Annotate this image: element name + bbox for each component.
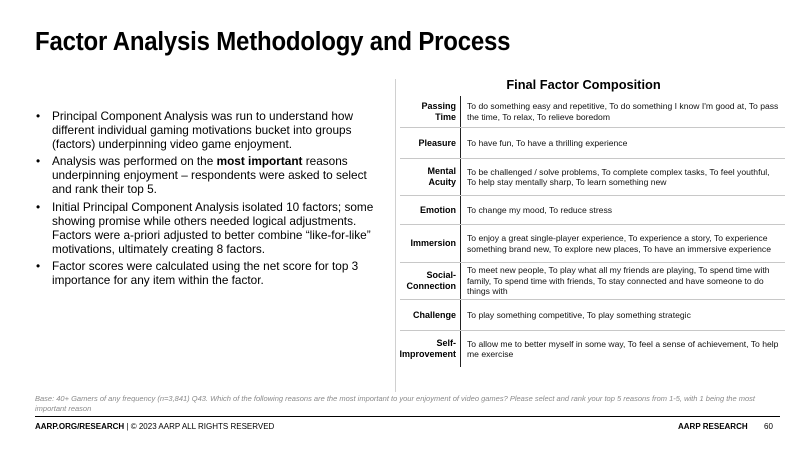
bullet-item: • Initial Principal Component Analysis isolated 10 factors; some showing promise while others needed logical adjustments. Factors were a-priori adjusted to better combine “like-for-like” motivations, ultimately creating 8 factors. [36, 200, 376, 256]
factor-label: Self-Improvement [399, 338, 456, 359]
factor-description: To have fun, To have a thrilling experience [460, 128, 785, 158]
table-row [400, 196, 785, 225]
table-row [400, 96, 785, 128]
factor-label: Challenge [412, 309, 456, 320]
table-row [400, 225, 785, 263]
page-title: Factor Analysis Methodology and Process [35, 28, 511, 56]
factor-table [400, 96, 785, 367]
factor-description: To change my mood, To reduce stress [460, 196, 785, 224]
factor-description: To do something easy and repetitive, To do something I know I'm good at, To pass the time, To relax, To relieve boredom [460, 96, 785, 127]
factor-description: To meet new people, To play what all my friends are playing, To spend time with family, To spend time with friends, To stay connected and have someone to do things with [460, 263, 785, 299]
bullet-item: • Principal Component Analysis was run to understand how different individual gaming motivations bucket into groups (factors) underpinning video game enjoyment. [36, 109, 376, 151]
factor-label: Emotion [420, 204, 456, 215]
factor-label: Mental Acuity [427, 166, 456, 187]
column-divider [395, 79, 396, 392]
factor-description: To allow me to better myself in some way, To feel a sense of achievement, To help me exercise [460, 331, 785, 367]
table-title: Final Factor Composition [506, 77, 661, 92]
bullet-item: • Analysis was performed on the most important reasons underpinning enjoyment – respondents were asked to select and rank their top 5. [36, 154, 376, 196]
footer-brand: AARP RESEARCH [678, 422, 748, 431]
footer-site: AARP.ORG/RESEARCH [35, 422, 125, 431]
factor-label: Immersion [410, 238, 456, 248]
table-row [400, 331, 785, 367]
page-number: 60 [764, 422, 773, 431]
base-note: Base: 40+ Gamers of any frequency (n=3,841) Q43. Which of the following reasons are the most important to your enjoyment of video games? Please select and rank your top 5 reasons from 1-5, with 1 being the most important reason [35, 394, 755, 413]
factor-description: To be challenged / solve problems, To complete complex tasks, To feel youthful, To help stay mentally sharp, To learn something new [460, 159, 785, 195]
bullet-item: • Factor scores were calculated using the net score for top 3 importance for any item within the factor. [36, 259, 376, 287]
factor-label: Social-Connection [406, 270, 456, 291]
table-row [400, 159, 785, 196]
factor-description: To play something competitive, To play something strategic [460, 300, 785, 330]
factor-description: To enjoy a great single-player experience, To experience a story, To experience something brand new, To explore new places, To have an immersive experience [460, 225, 785, 262]
footer-copyright: AARP.ORG/RESEARCH | © 2023 AARP ALL RIGHTS RESERVED [35, 422, 275, 431]
factor-label: Pleasure [418, 137, 456, 148]
factor-label: Passing Time [421, 100, 456, 122]
table-row [400, 300, 785, 331]
methodology-bullets [36, 109, 376, 290]
table-row [400, 128, 785, 159]
footer-rule [35, 416, 780, 417]
table-row [400, 263, 785, 300]
